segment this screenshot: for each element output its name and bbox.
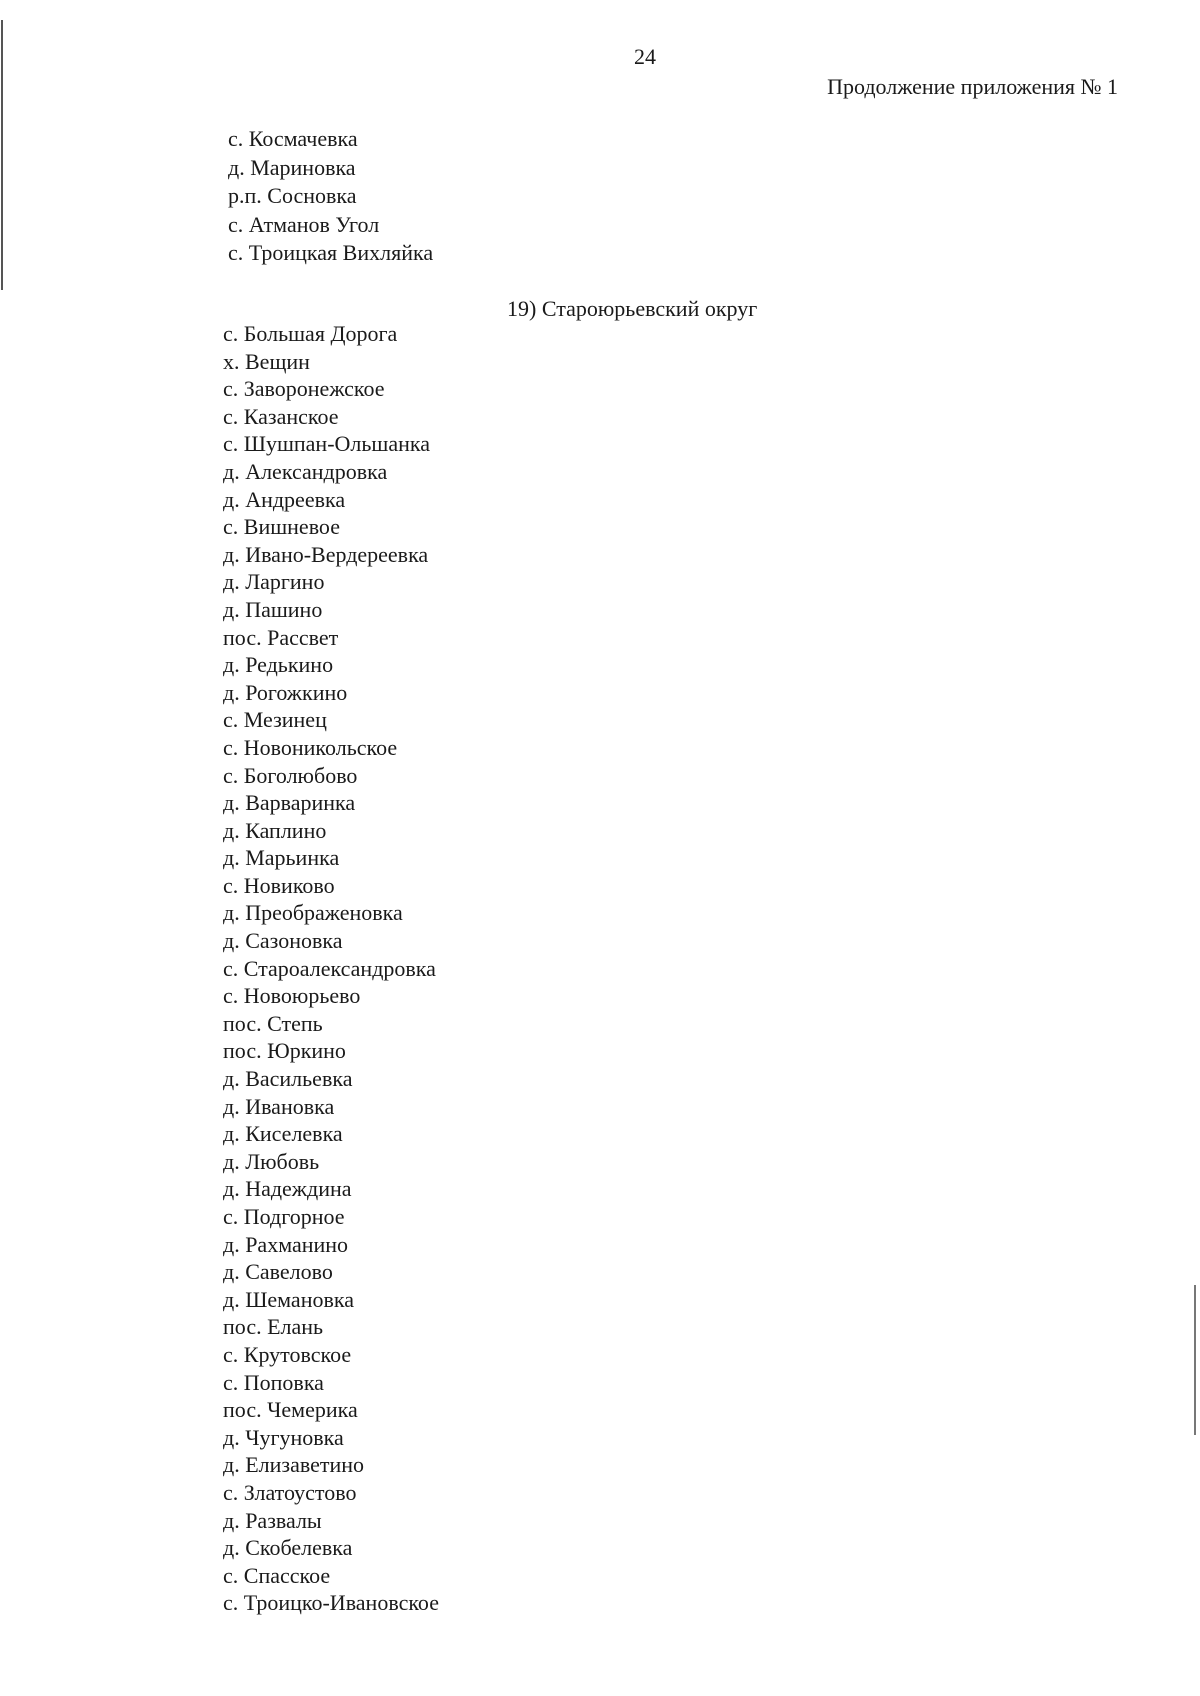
list-item: д. Любовь	[223, 1148, 320, 1174]
list-item: х. Вещин	[223, 348, 310, 374]
list-item: с. Вишневое	[223, 514, 340, 540]
list-item: пос. Юркино	[223, 1038, 346, 1064]
list-item: д. Скобелевка	[223, 1535, 353, 1561]
list-item: д. Ларгино	[223, 569, 325, 595]
list-item: с. Златоустово	[223, 1479, 357, 1505]
list-item: д. Андреевка	[223, 486, 346, 512]
list-item: д. Преображеновка	[223, 900, 403, 926]
list-item: д. Редькино	[223, 652, 334, 678]
list-item: р.п. Сосновка	[228, 183, 357, 208]
list-item: пос. Чемерика	[223, 1397, 358, 1423]
page-number: 24	[634, 44, 656, 69]
section-title: 19) Староюрьевский округ	[507, 296, 758, 321]
list-item: д. Сазоновка	[223, 928, 343, 954]
list-item: д. Киселевка	[223, 1121, 343, 1147]
list-item: с. Мезинец	[223, 707, 327, 733]
list-item: с. Новиково	[223, 872, 335, 898]
list-item: д. Мариновка	[228, 154, 356, 180]
list-item: с. Новоникольское	[223, 734, 398, 760]
list-item: д. Елизаветино	[223, 1452, 365, 1478]
list-item: с. Подгорное	[223, 1204, 345, 1229]
list-item: д. Развалы	[223, 1507, 322, 1533]
scan-edge-right	[1194, 1285, 1196, 1435]
list-item: д. Рогожкино	[223, 679, 348, 705]
list-item: д. Ивановка	[223, 1093, 335, 1119]
list-item: с. Троицкая Вихляйка	[228, 240, 434, 265]
list-item: пос. Рассвет	[223, 624, 339, 650]
list-item: д. Чугуновка	[223, 1424, 344, 1450]
list-item: пос. Елань	[223, 1314, 324, 1340]
settlement-list-staroyurievsky	[223, 320, 439, 1617]
list-item: с. Троицко-Ивановское	[223, 1590, 439, 1616]
list-item: д. Александровка	[223, 458, 388, 484]
list-item: д. Варваринка	[223, 790, 356, 816]
list-item: с. Поповка	[223, 1369, 324, 1395]
list-item: д. Ивано-Вердереевка	[223, 541, 429, 567]
list-item: д. Савелово	[223, 1259, 333, 1285]
list-item: с. Новоюрьево	[223, 983, 361, 1009]
appendix-continuation-note: Продолжение приложения № 1	[827, 74, 1118, 99]
list-item: с. Староалександровка	[223, 955, 436, 981]
list-item: с. Большая Дорога	[223, 321, 398, 346]
settlement-list-continued	[228, 125, 433, 268]
list-item: д. Пашино	[223, 596, 323, 622]
list-item: с. Казанское	[223, 403, 339, 429]
list-item: с. Шушпан-Ольшанка	[223, 431, 431, 457]
list-item: пос. Степь	[223, 1010, 323, 1036]
list-item: д. Шемановка	[223, 1286, 354, 1312]
list-item: с. Спасское	[223, 1562, 331, 1588]
list-item: д. Васильевка	[223, 1066, 353, 1092]
list-item: с. Атманов Угол	[228, 211, 380, 237]
list-item: с. Космачевка	[228, 126, 358, 151]
list-item: д. Рахманино	[223, 1231, 349, 1257]
list-item: д. Каплино	[223, 817, 327, 843]
list-item: д. Надеждина	[223, 1176, 352, 1202]
list-item: с. Крутовское	[223, 1341, 352, 1367]
list-item: с. Заворонежское	[223, 376, 385, 402]
list-item: д. Марьинка	[223, 845, 340, 871]
list-item: с. Боголюбово	[223, 762, 358, 788]
